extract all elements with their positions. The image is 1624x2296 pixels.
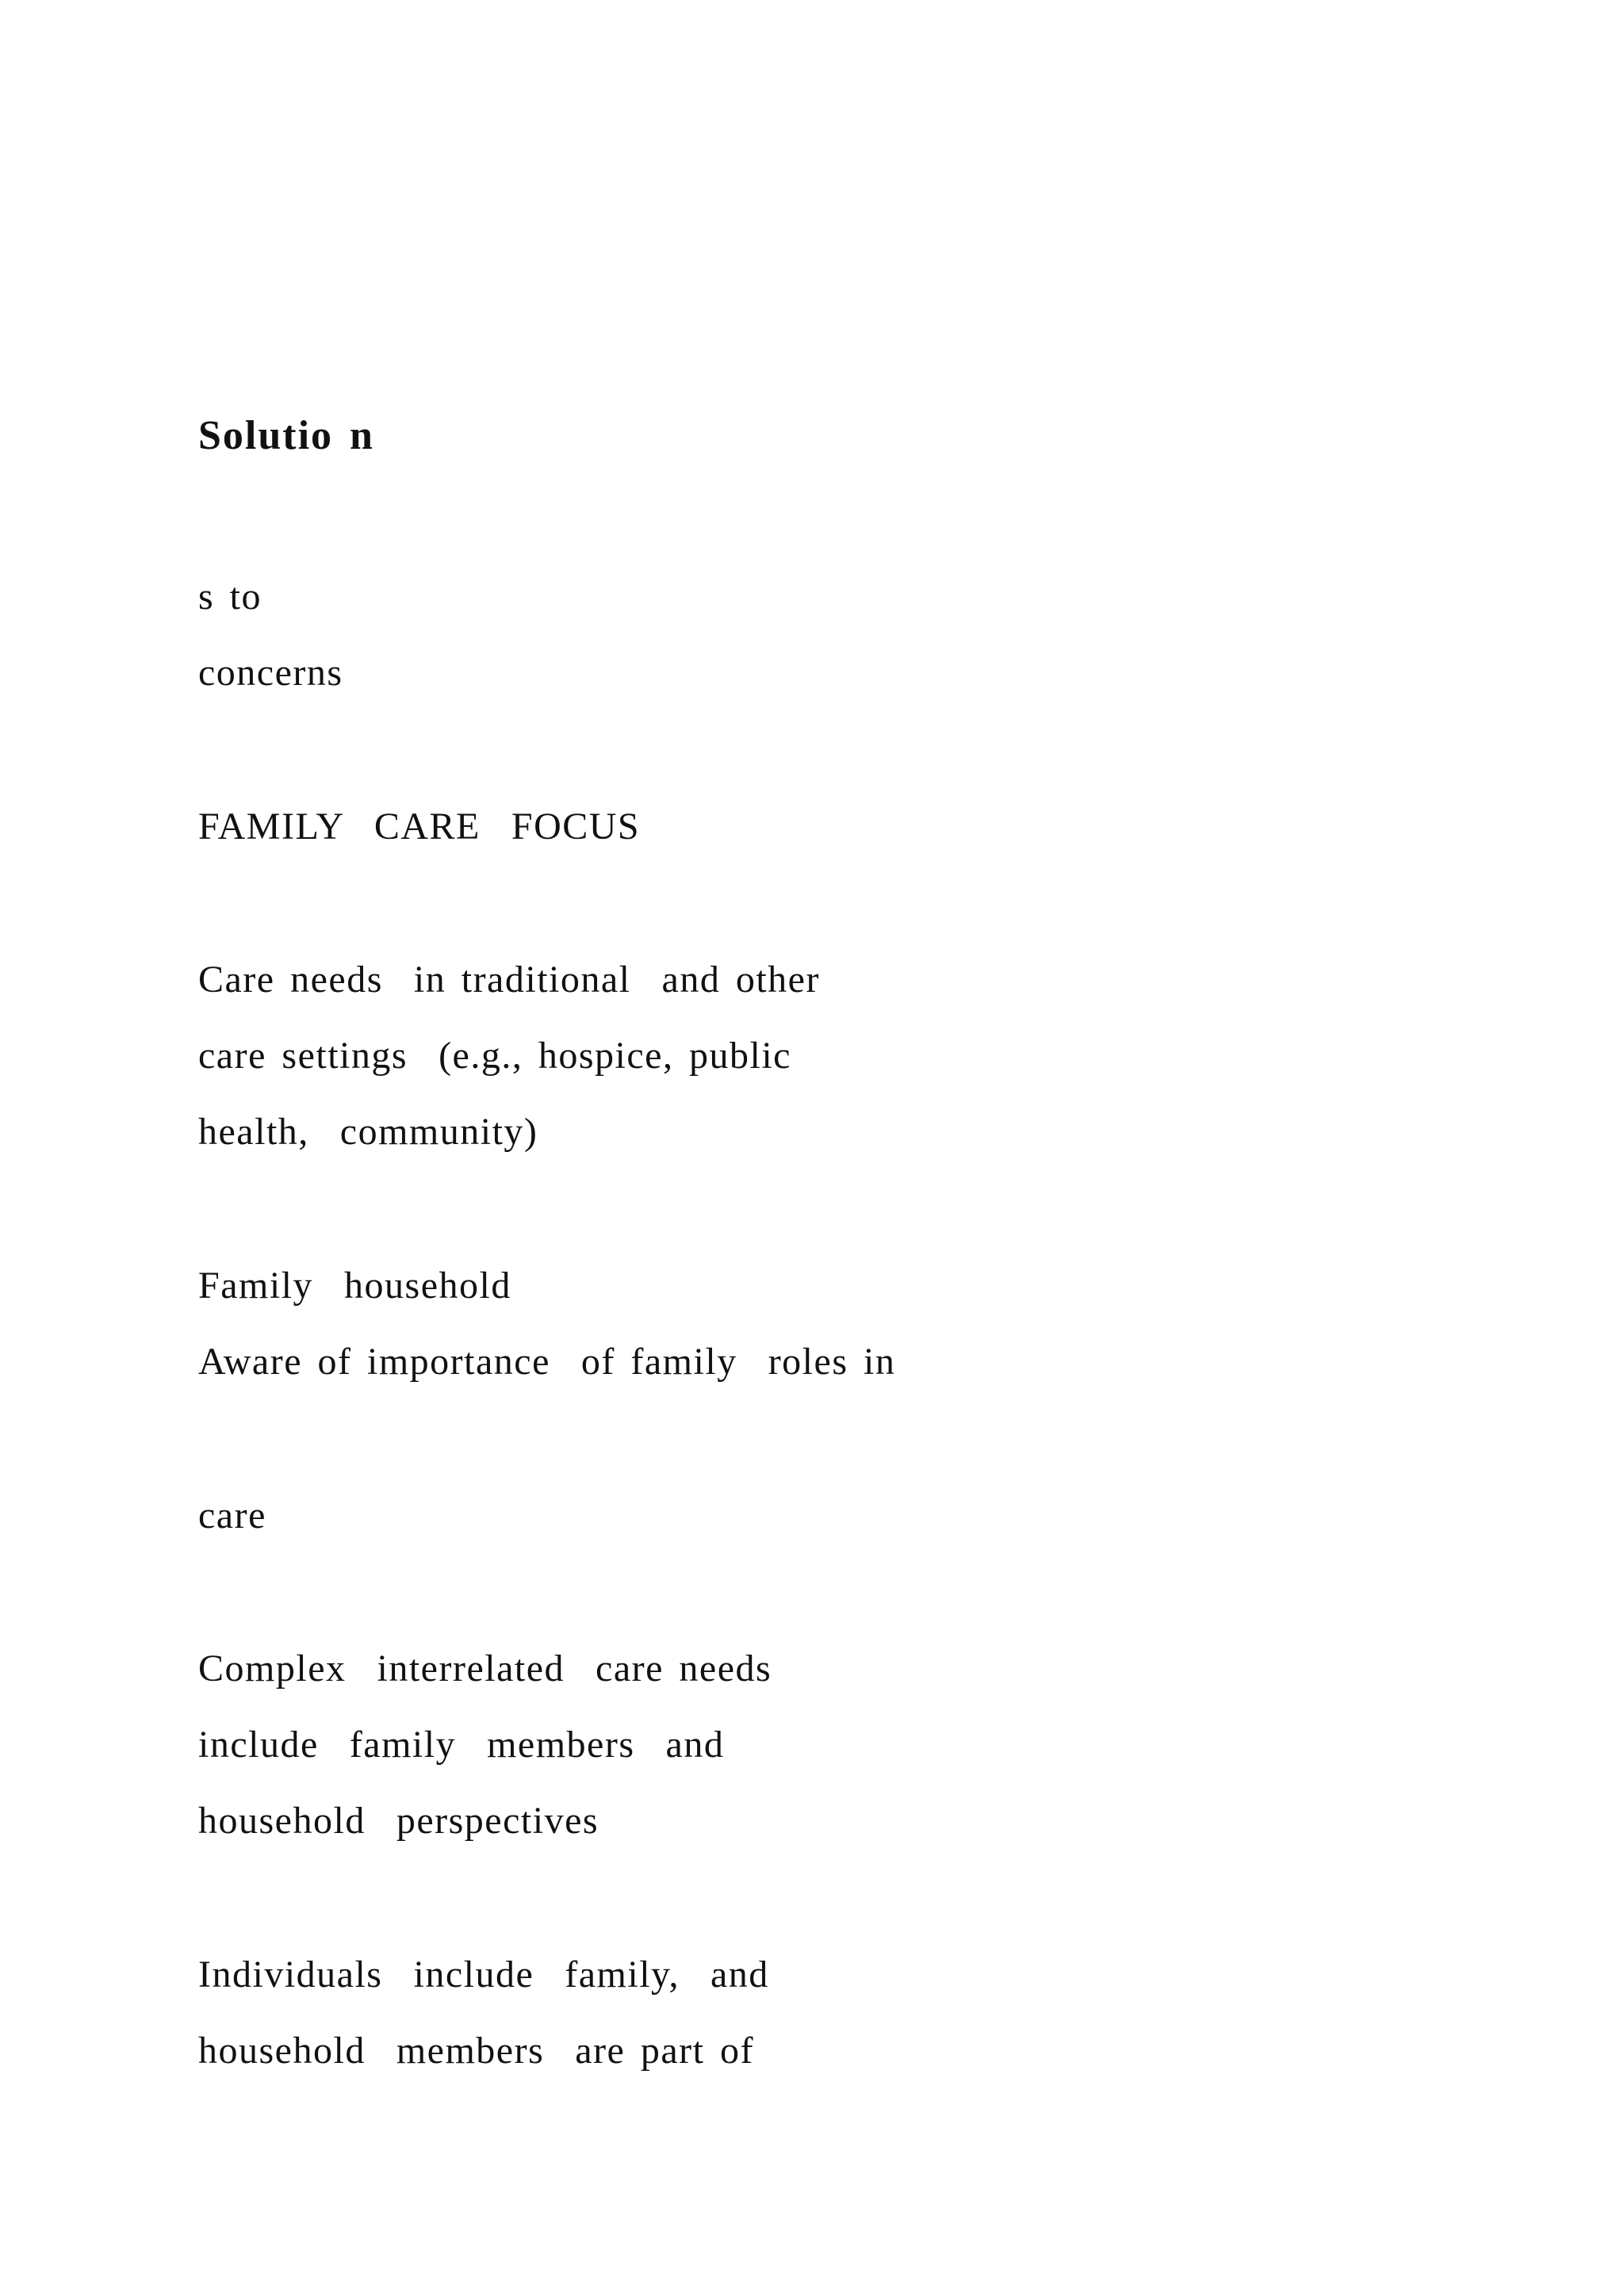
text-line-10: Complex interrelated care needs: [198, 1647, 772, 1689]
text-line-5: care settings (e.g., hospice, public: [198, 1035, 791, 1077]
text-line-14: household members are part of: [198, 2030, 754, 2072]
heading-solution: Solutio n: [198, 413, 374, 458]
text-line-4: Care needs in traditional and other: [198, 959, 820, 1001]
text-line-13: Individuals include family, and: [198, 1954, 769, 1996]
text-line-2: concerns: [198, 652, 343, 694]
text-line-9: care: [198, 1494, 266, 1536]
text-line-7: Family household: [198, 1265, 511, 1307]
text-line-8: Aware of importance of family roles in: [198, 1341, 896, 1383]
section-title-family-care-focus: FAMILY CARE FOCUS: [198, 806, 641, 848]
text-line-1: s to: [198, 576, 262, 618]
text-line-12: household perspectives: [198, 1800, 599, 1842]
text-line-6: health, community): [198, 1111, 538, 1153]
text-line-11: include family members and: [198, 1724, 725, 1766]
